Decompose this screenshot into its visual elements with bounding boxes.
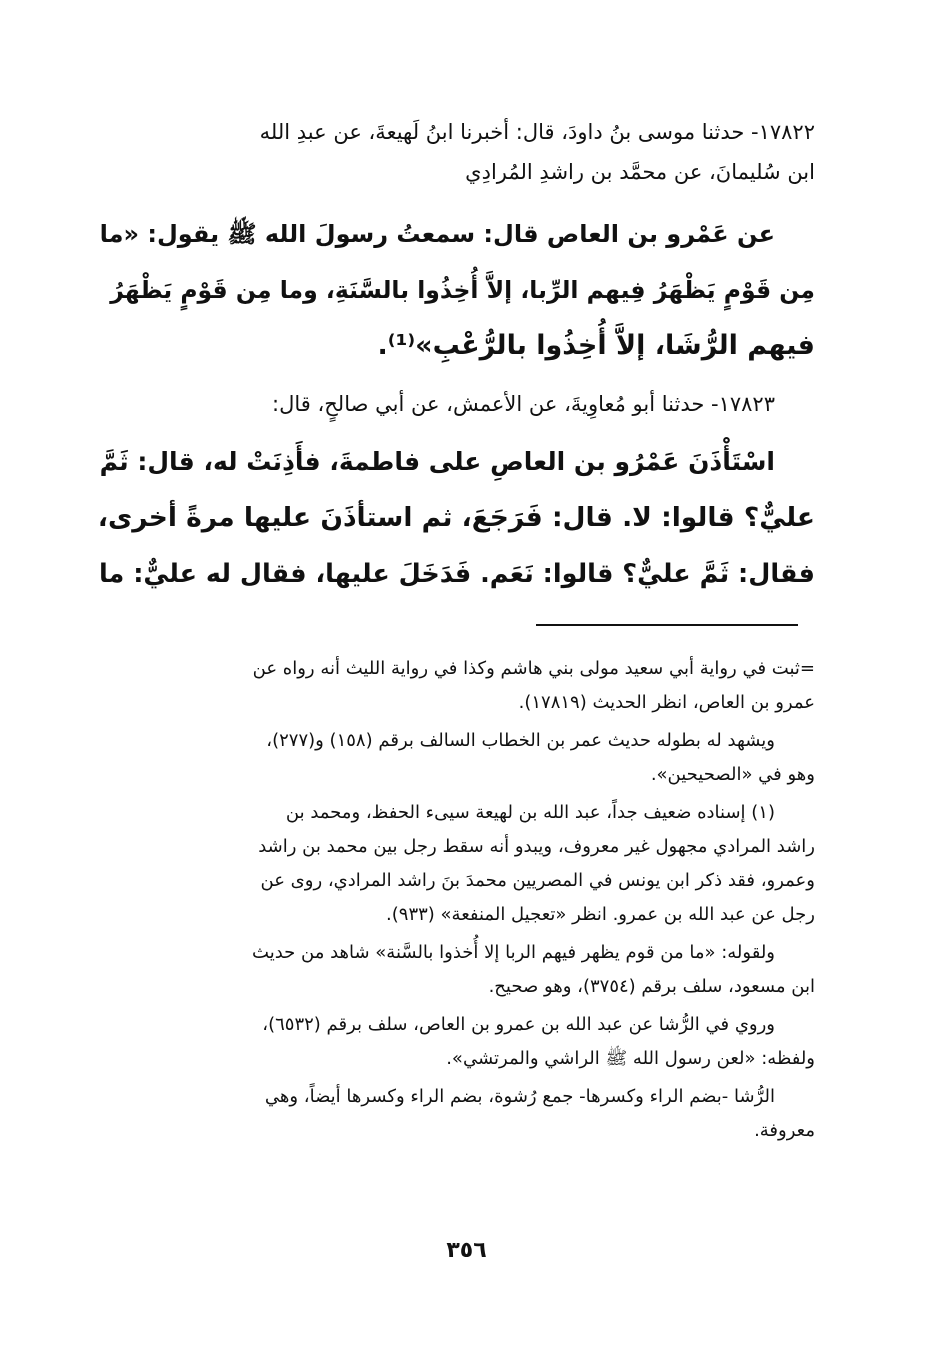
footnote-line: =ثبت في رواية أبي سعيد مولى بني هاشم وكذا في رواية الليث أنه رواه عن [252, 658, 815, 679]
footnote-line: وعمرو، فقد ذكر ابن يونس في المصريين محمدَ بنَ راشد المرادي، روى عن [260, 870, 815, 891]
hadith-17823-matn [96, 434, 815, 602]
footnote-line: ولقوله: «ما من قوم يظهر فيهم الربا إلا أُخذوا بالسَّنة» شاهد من حديث [252, 942, 775, 963]
hadith-17822-isnad [96, 112, 815, 192]
matn-line: اسْتَأْذَنَ عَمْرُو بن العاصِ على فاطمةَ، فأَذِنَتْ له، قال: ثَمَّ [99, 447, 775, 476]
footnote-separator [536, 624, 798, 626]
matn-line: فيهم الرُّشَا، إلاَّ أُخِذُوا بالرُّعْبِ»⁽¹⁾. [377, 330, 815, 361]
matn-line: فقال: ثَمَّ عليٌّ؟ قالوا: نَعَم. فَدَخَلَ عليها، فقال له عليٌّ: ما [98, 559, 815, 589]
footnote-paragraph [96, 936, 815, 1004]
footnote-line: راشد المرادي مجهول غير معروف، ويبدو أنه سقط رجل بين محمد بن راشد [258, 836, 815, 857]
footnote-paragraph [96, 724, 815, 792]
matn-line: مِن قَوْمٍ يَظْهَرُ فِيهم الرِّبا، إلاَّ أُخِذُوا بالسَّنَةِ، وما مِن قَوْمٍ يَظْهَرُ [110, 276, 815, 304]
footnote-line: وروي في الرُّشا عن عبد الله بن عمرو بن العاص، سلف برقم (٦٥٣٢)، [262, 1014, 775, 1035]
footnote-paragraph [96, 796, 815, 932]
isnad-line: ١٧٨٢٢- حدثنا موسى بنُ داودَ، قال: أخبرنا ابنُ لَهيعةَ، عن عبدِ الله [259, 120, 815, 144]
isnad-line: ١٧٨٢٣- حدثنا أبو مُعاوِيةَ، عن الأعمش، عن أبي صالحٍ، قال: [272, 392, 775, 416]
footnote-line: معروفة. [754, 1120, 815, 1141]
page-number: ٣٥٦ [446, 1238, 487, 1263]
matn-line: عليٌّ؟ قالوا: لا. قال: فَرَجَعَ، ثم استأذَنَ عليها مرةً أخرى، [97, 502, 815, 533]
footnote-paragraph [96, 1008, 815, 1076]
matn-line: عن عَمْرو بن العاص قال: سمعتُ رسولَ الله ﷺ يقول: «ما [99, 220, 775, 248]
footnote-line: ولفظه: «لعن رسول الله ﷺ الراشي والمرتشي». [446, 1048, 815, 1069]
footnote-paragraph [96, 652, 815, 720]
footnote-line: ابن مسعود، سلف برقم (٣٧٥٤)، وهو صحيح. [488, 976, 815, 997]
footnote-line: (١) إسناده ضعيف جداً، عبد الله بن لهيعة سيىء الحفظ، ومحمد بن [285, 802, 775, 823]
footnote-paragraph [96, 1080, 815, 1148]
isnad-line: ابن سُليمانَ، عن محمَّد بن راشدِ المُرادِي [465, 160, 815, 184]
footnote-line: عمرو بن العاص، انظر الحديث (١٧٨١٩). [518, 692, 815, 713]
footnote-line: وهو في «الصحيحين». [650, 764, 815, 785]
footnote-line: الرُّشا -بضم الراء وكسرها- جمع رُشوة، بضم الراء وكسرها أيضاً، وهي [264, 1086, 775, 1107]
footnotes [96, 652, 815, 1152]
hadith-17822-matn [96, 206, 815, 374]
footnote-line: رجل عن عبد الله بن عمرو. انظر «تعجيل المنفعة» (٩٣٣). [386, 904, 815, 925]
footnote-line: ويشهد له بطوله حديث عمر بن الخطاب السالف برقم (١٥٨) و(٢٧٧)، [266, 730, 775, 751]
hadith-17823-isnad [96, 384, 815, 424]
